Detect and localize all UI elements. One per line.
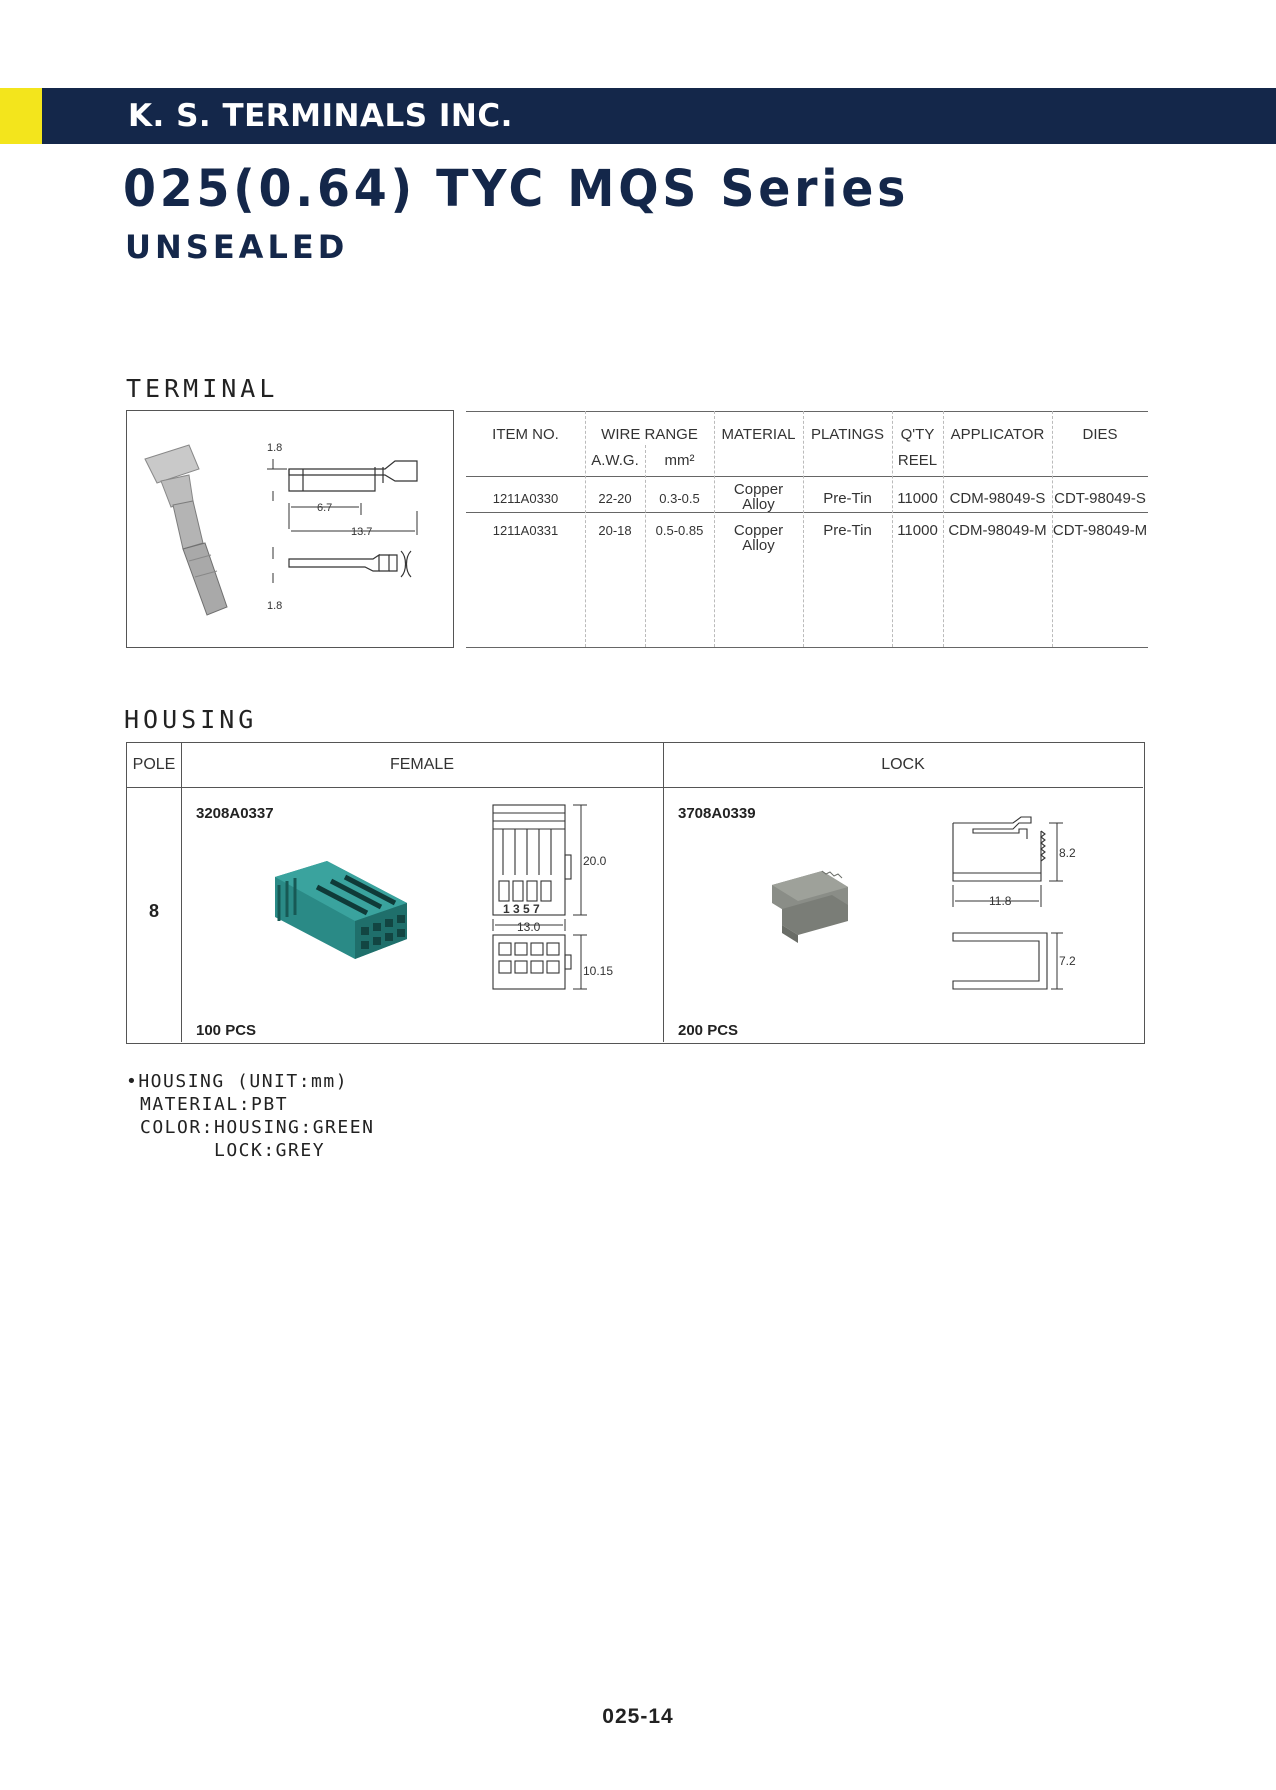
cell-material-1: Copper	[733, 481, 784, 498]
female-housing-drawing	[477, 795, 637, 1035]
cell-item: 1211A0330	[492, 491, 559, 506]
dim-bottom-height: 1.8	[267, 600, 283, 612]
th-platings: PLATINGS	[810, 426, 885, 443]
cell-plating: Pre-Tin	[823, 522, 872, 539]
note-line: MATERIAL:PBT	[140, 1094, 289, 1115]
cell-item: 1211A0331	[492, 523, 559, 538]
cell-mm2: 0.3-0.5	[659, 491, 700, 506]
header-accent	[0, 88, 42, 144]
dim-lock-width: 11.8	[989, 894, 1012, 908]
th-mm2: mm²	[664, 452, 695, 469]
dim-overall: 13.7	[351, 526, 373, 538]
note-line: COLOR:HOUSING:GREEN	[140, 1117, 375, 1138]
pole-count: 8	[148, 901, 159, 921]
terminal-side-view	[289, 461, 417, 491]
dim-female-width: 13.0	[517, 920, 541, 934]
female-part-number: 3208A0337	[196, 805, 274, 822]
terminal-photo	[145, 445, 227, 615]
dim-lock-depth: 7.2	[1059, 954, 1076, 968]
cell-awg: 22-20	[598, 491, 632, 506]
dim-barrel: 6.7	[317, 502, 333, 514]
th-item: ITEM NO.	[492, 426, 559, 443]
cell-applicator: CDM-98049-S	[949, 490, 1046, 507]
th-dies: DIES	[1082, 426, 1118, 443]
lock-part-number: 3708A0339	[678, 805, 756, 822]
cell-dies: CDT-98049-S	[1054, 490, 1146, 507]
female-housing-photo	[257, 847, 427, 977]
female-qty: 100 PCS	[196, 1022, 257, 1039]
th-lock: LOCK	[881, 756, 925, 773]
terminal-section-title: TERMINAL	[126, 374, 279, 403]
th-material: MATERIAL	[721, 426, 796, 443]
lock-photo	[762, 865, 862, 955]
cell-dies: CDT-98049-M	[1052, 522, 1148, 539]
dim-female-depth: 10.15	[583, 964, 614, 978]
terminal-drawing	[126, 410, 454, 648]
cell-plating: Pre-Tin	[823, 490, 872, 507]
housing-table	[126, 742, 1145, 1044]
cell-material-2: Alloy	[742, 496, 775, 513]
cell-material-2: Alloy	[742, 537, 775, 554]
th-pole: POLE	[132, 756, 176, 773]
housing-notes	[126, 1070, 374, 1162]
th-female: FEMALE	[389, 756, 454, 773]
pin-numbers: 1 3 5 7	[503, 902, 540, 916]
cell-material-1: Copper	[733, 522, 784, 539]
header-band	[0, 88, 1276, 144]
terminal-bottom-view	[289, 551, 411, 577]
cell-awg: 20-18	[598, 523, 632, 538]
page-subtitle: UNSEALED	[125, 228, 349, 266]
dim-lock-height: 8.2	[1059, 846, 1076, 860]
lock-drawing	[951, 815, 1101, 1015]
th-qty: Q'TY	[900, 426, 935, 443]
note-line: •HOUSING (UNIT:mm)	[126, 1071, 349, 1092]
dim-top-height: 1.8	[267, 442, 283, 454]
housing-section-title: HOUSING	[124, 705, 258, 734]
terminal-illustration	[127, 411, 453, 647]
page-title: 025(0.64) TYC MQS Series	[123, 160, 910, 219]
th-awg: A.W.G.	[591, 452, 639, 469]
note-line: LOCK:GREY	[214, 1140, 326, 1161]
lock-qty: 200 PCS	[678, 1022, 739, 1039]
page-number: 025-14	[602, 1705, 674, 1728]
cell-qty: 11000	[897, 490, 938, 507]
company-name: K. S. TERMINALS INC.	[128, 98, 513, 134]
terminal-table	[466, 411, 1148, 649]
th-reel: REEL	[897, 452, 938, 469]
cell-applicator: CDM-98049-M	[948, 522, 1047, 539]
cell-mm2: 0.5-0.85	[655, 523, 704, 538]
cell-qty: 11000	[897, 522, 938, 539]
th-wire-range: WIRE RANGE	[601, 426, 698, 443]
th-applicator: APPLICATOR	[950, 426, 1045, 443]
dim-female-height: 20.0	[583, 854, 607, 868]
